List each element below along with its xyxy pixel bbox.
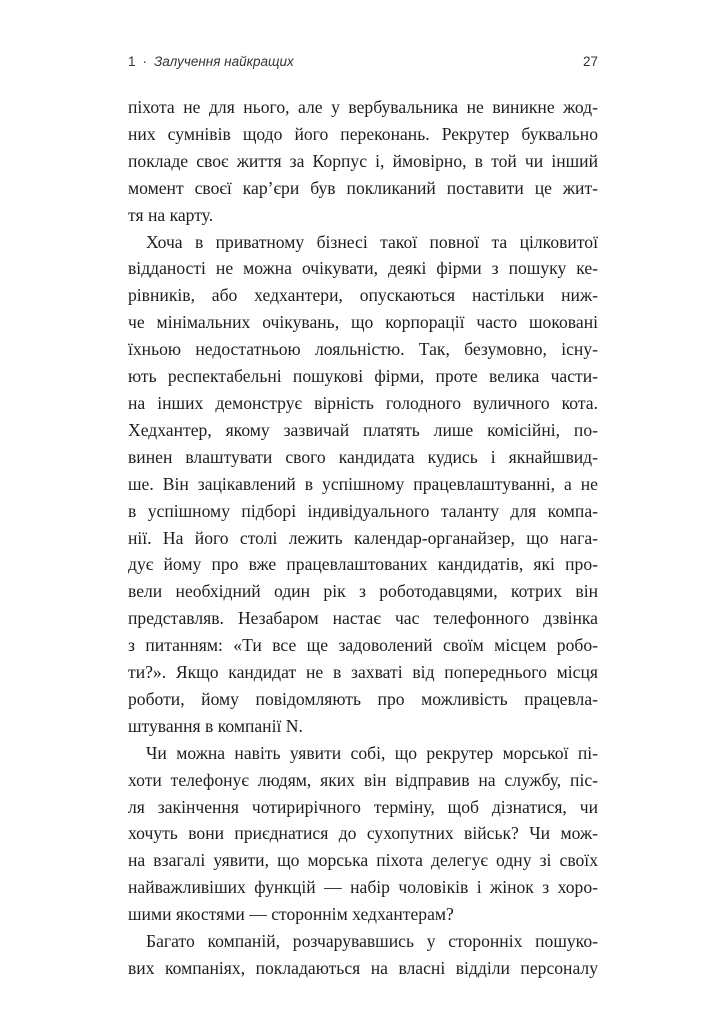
text-line: винен влаштувати свого кандидата кудись і якнайшвид- <box>128 446 598 467</box>
text-line: вели необхідний один рік з роботодавцями, котрих він <box>128 581 598 602</box>
text-line: Чи можна навіть уявити собі, що рекрутер морської пі- <box>146 742 598 763</box>
text-line: представляв. Незабаром настає час телефонного дзвінка <box>128 608 598 629</box>
text-line: піхота не для нього, але у вербувальника не виникне жод- <box>128 97 598 117</box>
chapter-title: Залучення найкращих <box>154 53 294 69</box>
text-line: них сумнівів щодо його переконань. Рекрутер буквально <box>128 123 598 144</box>
running-head <box>128 50 598 72</box>
text-line: покладе своє життя за Корпус і, ймовірно, в той чи інший <box>128 150 598 171</box>
text-line: дує йому про вже працевлаштованих кандидатів, які про- <box>128 554 598 575</box>
text-line: з питанням: «Ти все ще задоволений своїм місцем робо- <box>128 635 598 656</box>
header-separator: · <box>142 53 148 69</box>
text-line: рівників, або хедхантери, опускаються настільки ниж- <box>128 285 598 306</box>
text-line: Багато компаній, розчарувавшись у сторонніх пошуко- <box>146 931 598 952</box>
text-line: ти?». Якщо кандидат не в захваті від попереднього місця <box>128 662 598 683</box>
paragraph-4 <box>128 928 598 982</box>
text-line: хоти телефонує людям, яких він відправив на службу, піс- <box>128 769 598 790</box>
text-line: Хедхантер, якому зазвичай платять лише комісійні, по- <box>128 419 598 440</box>
text-line: в успішному підборі індивідуального таланту для компа- <box>128 500 598 521</box>
text-line: відданості не можна очікувати, деякі фірми з пошуку ке- <box>128 258 598 279</box>
text-line: на взагалі уявити, що морська піхота делегує одну зі своїх <box>128 850 598 871</box>
text-line: ля закінчення чотирирічного терміну, щоб дізнатися, чи <box>128 796 598 817</box>
page-number: 27 <box>582 53 598 69</box>
paragraph-1 <box>128 94 598 229</box>
text-line: ють респектабельні пошукові фірми, проте велика части- <box>128 366 598 387</box>
text-line: момент своєї кар’єри був покликаний поставити це жит- <box>128 177 598 198</box>
text-line: тя на карту. <box>128 204 214 225</box>
text-line: нії. На його столі лежить календар-органайзер, що нага- <box>128 527 598 548</box>
body-text <box>128 94 598 982</box>
paragraph-3 <box>128 740 598 928</box>
paragraph-2 <box>128 229 598 740</box>
text-line: роботи, йому повідомляють про можливість працевла- <box>128 688 598 709</box>
text-line: найважливіших функцій — набір чоловіків і жінок з хоро- <box>128 877 598 898</box>
text-line: їхньою недостатньою лояльністю. Так, безумовно, існу- <box>128 339 598 360</box>
text-line: че мінімальних очікувань, що корпорації часто шоковані <box>128 312 598 333</box>
text-line: вих компаніях, покладаються на власні відділи персоналу <box>128 958 598 978</box>
chapter-number: 1 <box>128 53 136 69</box>
text-line: штування в компанії N. <box>128 715 303 736</box>
text-line: шими якостями — стороннім хедхантерам? <box>128 904 454 925</box>
text-line: Хоча в приватному бізнесі такої повної та цілковитої <box>146 231 598 252</box>
text-line: на інших демонструє вірність голодного вуличного кота. <box>128 392 598 413</box>
text-line: хочуть вони приєднатися до сухопутних військ? Чи мож- <box>128 823 598 844</box>
text-line: ше. Він зацікавлений в успішному працевлаштуванні, а не <box>128 473 598 494</box>
